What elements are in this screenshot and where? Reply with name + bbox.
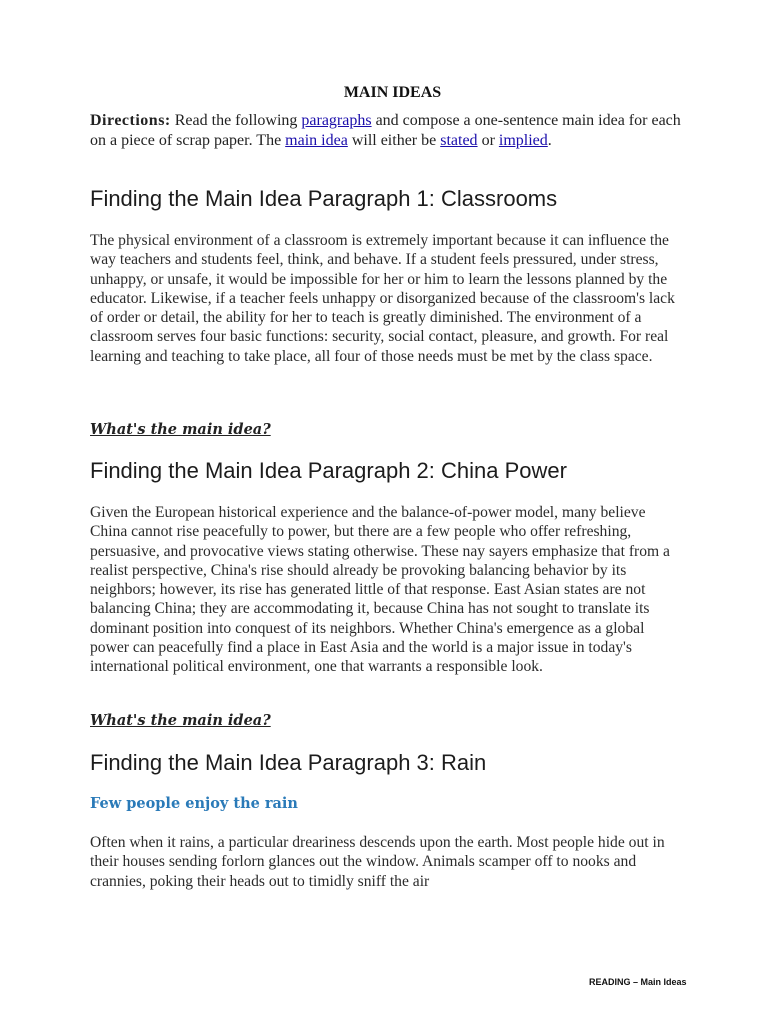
section-2-question: What's the main idea? bbox=[90, 712, 271, 729]
page-footer: READING – Main Ideas bbox=[589, 977, 687, 987]
main-idea-link[interactable]: main idea bbox=[285, 131, 348, 149]
page-title: MAIN IDEAS bbox=[343, 84, 442, 101]
section-2-heading: Finding the Main Idea Paragraph 2: China Power bbox=[90, 458, 567, 483]
implied-link[interactable]: implied bbox=[498, 131, 548, 149]
directions-paragraph: Directions: Read the following paragraphs and compose a one-sentence main idea for each on a piece of scrap paper. The main idea will either be stated or implied. bbox=[90, 112, 681, 149]
section-1-body: The physical environment of a classroom is extremely important because it can influence the way teachers and students feel, think, and behave. If a student feels pressured, under stress, unhappy, or unsafe, it would be impossible for her or him to learn the lessons planned by the educator. Likewise, if a teacher feels unhappy or disorganized because of the classroom's lack of order or detail, the ability for her to teach is greatly diminished. The environment of a classroom serves four basic functions: security, social contact, pleasure, and growth. For real learning and teaching to take place, all four of those needs must be met by the class space. bbox=[90, 232, 675, 365]
section-2-body: Given the European historical experience and the balance-of-power model, many believe China cannot rise peacefully to power, but there are a few people who offer refreshing, persuasive, and provocative views stating otherwise. These nay sayers emphasize that from a realist perspective, China's rise should already be provoking balancing behavior by its neighbors; however, its rise has generated little of that response. East Asian states are not balancing China; they are accommodating it, because China has not sought to translate its dominant position into conquest of its neighbors. Whether China's emergence as a global power can peacefully find a place in East Asia and the world is a major issue in today's international political environment, one that warrants a responsible look. bbox=[90, 504, 670, 676]
paragraphs-link[interactable]: paragraphs bbox=[301, 112, 372, 129]
section-3-heading: Finding the Main Idea Paragraph 3: Rain bbox=[90, 750, 487, 775]
section-3-body: Often when it rains, a particular dreariness descends upon the earth. Most people hide out in their houses sending forlorn glances out the window. Animals scamper off to nooks and crannies, poking their heads out to timidly sniff the air bbox=[90, 834, 665, 890]
stated-link[interactable]: stated bbox=[440, 131, 478, 149]
section-1-heading: Finding the Main Idea Paragraph 1: Classrooms bbox=[90, 186, 558, 211]
directions-label: Directions: bbox=[90, 112, 171, 129]
section-3-subheading: Few people enjoy the rain bbox=[90, 795, 298, 812]
section-1-question: What's the main idea? bbox=[90, 421, 271, 438]
